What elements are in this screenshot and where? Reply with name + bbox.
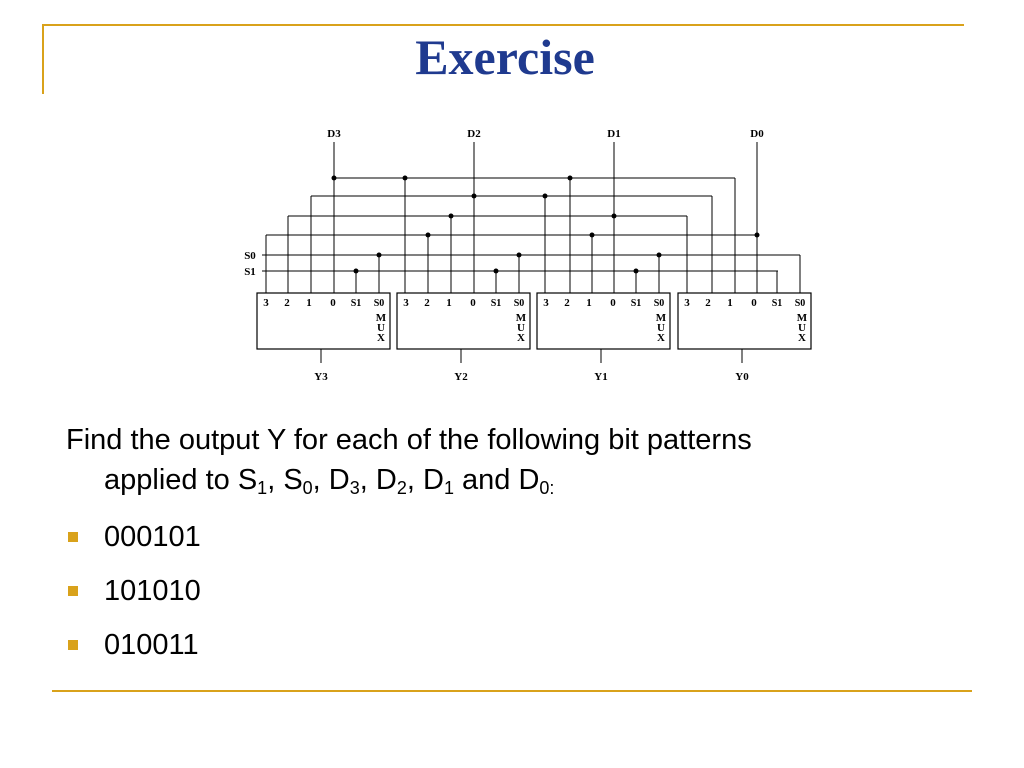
signal-name: D	[328, 464, 350, 496]
data-input-label: D2	[467, 128, 481, 140]
signal-S0	[283, 464, 312, 496]
slide-title: Exercise	[415, 29, 595, 85]
mux-pin-label: S0	[653, 298, 665, 309]
mux-pin-label: S1	[490, 298, 502, 309]
mux-block	[397, 293, 530, 349]
mux-pin-label: 2	[424, 297, 430, 309]
junction-dot	[426, 233, 431, 238]
mux-pin-label: 1	[586, 297, 592, 309]
question-line-2-prefix: applied to	[104, 464, 238, 496]
mux-pin-label: 0	[751, 297, 757, 309]
question-text	[66, 420, 966, 500]
select-label-s0: S0	[244, 250, 256, 262]
output-label: Y1	[594, 371, 608, 383]
data-input-label: D1	[607, 128, 621, 140]
mux-name-letter: U	[517, 322, 525, 334]
signal-subscript: 2	[396, 478, 407, 498]
signal-separator: ,	[312, 464, 329, 496]
bit-pattern-text: 010011	[104, 629, 199, 661]
square-bullet-icon	[68, 532, 78, 542]
mux-name-letter: M	[515, 312, 527, 324]
mux-pin-label: 3	[684, 297, 690, 309]
signal-separator: ,	[267, 464, 284, 496]
mux-pin-label: 1	[727, 297, 733, 309]
junction-dot	[449, 214, 454, 219]
signal-separator: ,	[359, 464, 376, 496]
signal-name: D	[518, 464, 540, 496]
output-label: Y0	[735, 371, 749, 383]
mux-name-letter: X	[517, 332, 525, 344]
junction-dot	[403, 176, 408, 181]
mux-pin-label: 0	[610, 297, 616, 309]
mux-pin-label: S1	[350, 298, 362, 309]
bottom-accent-line	[52, 690, 972, 692]
signal-name: S	[237, 464, 258, 496]
data-input-label: D0	[750, 128, 764, 140]
junction-dot	[377, 253, 382, 258]
data-input-label: D3	[327, 128, 341, 140]
mux-pin-label: 3	[403, 297, 409, 309]
mux-pin-label: 3	[263, 297, 269, 309]
mux-pin-label: 0	[330, 297, 336, 309]
mux-name-letter: U	[377, 322, 385, 334]
junction-dot	[657, 253, 662, 258]
output-label: Y2	[454, 371, 468, 383]
signal-S1	[238, 464, 267, 496]
bit-pattern-text: 101010	[104, 575, 201, 607]
mux-name-letter: M	[375, 312, 387, 324]
signal-separator: and	[453, 464, 519, 496]
junction-dot	[590, 233, 595, 238]
junction-dot	[755, 233, 760, 238]
mux-pin-label: 2	[284, 297, 290, 309]
bit-pattern-item	[66, 628, 201, 682]
mux-name-letter: X	[657, 332, 665, 344]
mux-name-letter: M	[655, 312, 667, 324]
mux-pin-label: S0	[373, 298, 385, 309]
bit-pattern-text: 000101	[104, 521, 201, 553]
signal-subscript: 1	[443, 478, 454, 498]
mux-block	[678, 293, 811, 349]
mux-pin-label: 3	[543, 297, 549, 309]
signal-subscript: 1	[257, 478, 268, 498]
mux-pin-label: S1	[630, 298, 642, 309]
output-label: Y3	[314, 371, 328, 383]
mux-pin-label: S0	[513, 298, 525, 309]
junction-dot	[494, 269, 499, 274]
junction-dot	[517, 253, 522, 258]
mux-pin-label: 2	[705, 297, 711, 309]
junction-dot	[612, 214, 617, 219]
signal-separator: ,	[406, 464, 423, 496]
mux-pin-label: 1	[446, 297, 452, 309]
mux-pin-label: 1	[306, 297, 312, 309]
signal-name: S	[283, 464, 303, 496]
signal-D1	[423, 464, 454, 496]
mux-pin-label: 0	[470, 297, 476, 309]
square-bullet-icon	[68, 586, 78, 596]
junction-dot	[543, 194, 548, 199]
signal-name: D	[422, 464, 444, 496]
mux-name-letter: X	[798, 332, 806, 344]
mux-name-letter: U	[798, 322, 806, 334]
mux-pin-label: S1	[771, 298, 783, 309]
bit-pattern-item	[66, 574, 201, 628]
bit-pattern-list	[66, 520, 201, 682]
select-label-s1: S1	[244, 266, 256, 278]
signal-D3	[329, 464, 360, 496]
question-line-2	[66, 460, 966, 500]
mux-name-letter: U	[657, 322, 665, 334]
junction-dot	[634, 269, 639, 274]
junction-dot	[472, 194, 477, 199]
mux-block	[257, 293, 390, 349]
signal-D2	[376, 464, 407, 496]
square-bullet-icon	[68, 640, 78, 650]
mux-pin-label: S0	[794, 298, 806, 309]
signal-subscript: 3	[349, 478, 360, 498]
signal-subscript: 0:	[539, 478, 555, 498]
mux-block	[537, 293, 670, 349]
question-line-1: Find the output Y for each of the following bit patterns	[66, 424, 752, 456]
junction-dot	[332, 176, 337, 181]
junction-dot	[568, 176, 573, 181]
junction-dot	[354, 269, 359, 274]
mux-name-letter: X	[377, 332, 385, 344]
signal-D0	[518, 464, 554, 496]
mux-pin-label: 2	[564, 297, 570, 309]
signal-subscript: 0	[302, 478, 313, 498]
mux-name-letter: M	[796, 312, 808, 324]
bit-pattern-item	[66, 520, 201, 574]
signal-name: D	[375, 464, 397, 496]
